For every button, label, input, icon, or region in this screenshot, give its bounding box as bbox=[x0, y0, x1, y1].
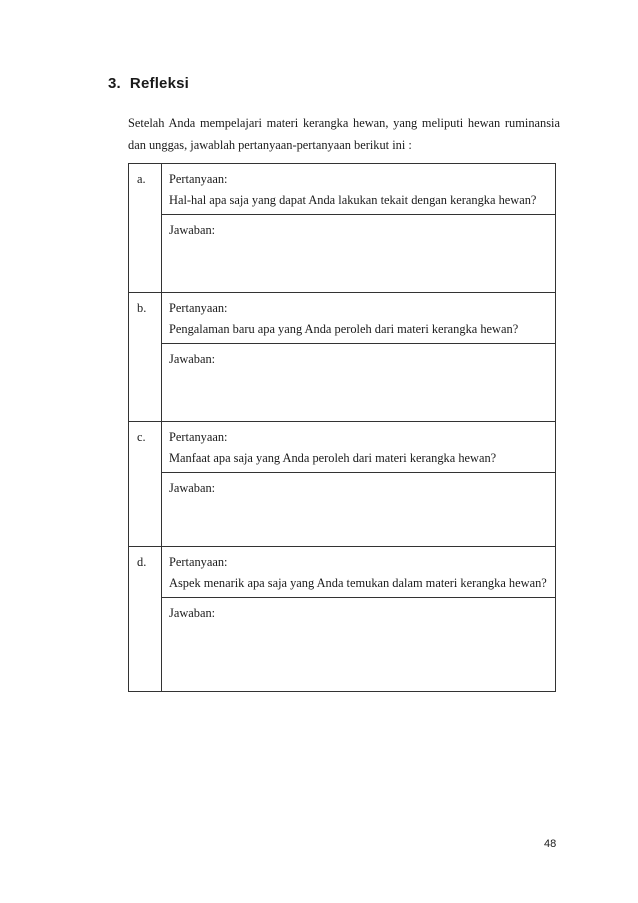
question-text: Pengalaman baru apa yang Anda peroleh dari materi kerangka hewan? bbox=[169, 321, 519, 336]
answer-row-c bbox=[129, 473, 556, 547]
answer-label: Jawaban: bbox=[169, 223, 216, 237]
section-number: 3. bbox=[108, 75, 121, 92]
question-text: Hal-hal apa saja yang dapat Anda lakukan tekait dengan kerangka hewan? bbox=[169, 192, 537, 207]
answer-cell[interactable] bbox=[162, 215, 556, 293]
question-cell bbox=[162, 547, 556, 598]
question-cell bbox=[162, 164, 556, 215]
reflection-table bbox=[128, 163, 556, 692]
question-label: Pertanyaan: bbox=[169, 301, 228, 315]
answer-row-a bbox=[129, 215, 556, 293]
answer-row-d bbox=[129, 598, 556, 692]
answer-cell[interactable] bbox=[162, 473, 556, 547]
section-heading bbox=[108, 75, 189, 92]
page-number: 48 bbox=[544, 838, 557, 850]
question-letter: d. bbox=[129, 547, 162, 692]
question-label: Pertanyaan: bbox=[169, 172, 228, 186]
question-label: Pertanyaan: bbox=[169, 555, 228, 569]
answer-cell[interactable] bbox=[162, 598, 556, 692]
intro-paragraph: Setelah Anda mempelajari materi kerangka hewan, yang meliputi hewan ruminansia dan unggas, jawablah pertanyaan-pertanyaan berikut ini : bbox=[128, 116, 560, 152]
question-label: Pertanyaan: bbox=[169, 430, 228, 444]
question-row-d bbox=[129, 547, 556, 598]
answer-label: Jawaban: bbox=[169, 352, 216, 366]
question-letter: b. bbox=[129, 293, 162, 422]
question-cell bbox=[162, 293, 556, 344]
answer-label: Jawaban: bbox=[169, 481, 216, 495]
question-row-c bbox=[129, 422, 556, 473]
question-text: Aspek menarik apa saja yang Anda temukan dalam materi kerangka hewan? bbox=[169, 575, 547, 590]
question-letter: c. bbox=[129, 422, 162, 547]
answer-cell[interactable] bbox=[162, 344, 556, 422]
question-text: Manfaat apa saja yang Anda peroleh dari materi kerangka hewan? bbox=[169, 450, 497, 465]
section-title: Refleksi bbox=[129, 75, 190, 92]
answer-label: Jawaban: bbox=[169, 606, 216, 620]
question-row-b bbox=[129, 293, 556, 344]
answer-row-b bbox=[129, 344, 556, 422]
question-row-a bbox=[129, 164, 556, 215]
question-cell bbox=[162, 422, 556, 473]
question-letter: a. bbox=[129, 164, 162, 293]
